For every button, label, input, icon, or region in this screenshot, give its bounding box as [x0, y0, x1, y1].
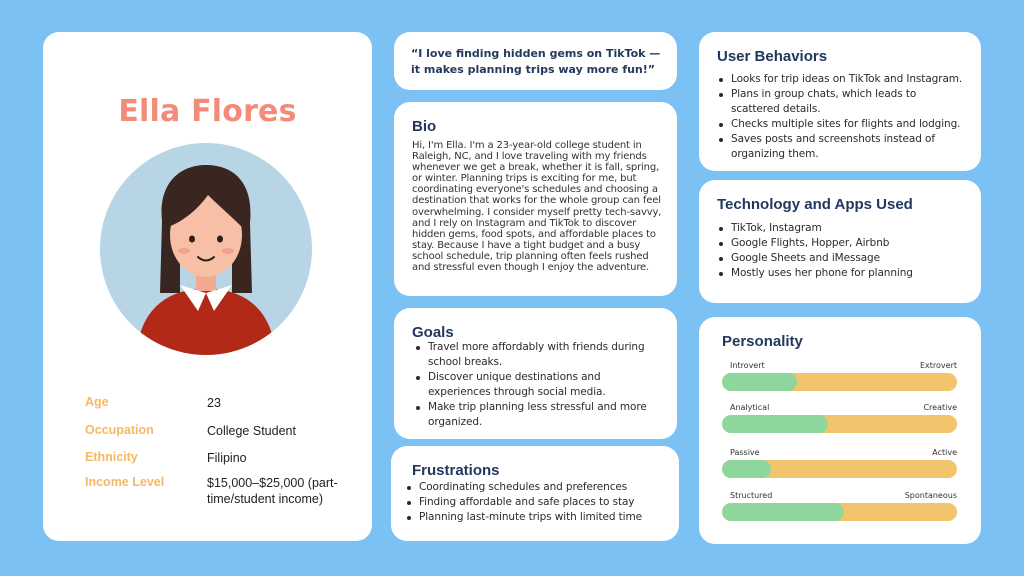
user-behaviors-card — [699, 32, 981, 171]
goals-title: Goals — [412, 324, 454, 341]
trait-slider — [722, 361, 957, 401]
info-value: College Student — [207, 424, 296, 438]
goals-list — [414, 340, 664, 430]
behaviors-title: User Behaviors — [717, 48, 828, 65]
trait-right-label: Spontaneous — [904, 491, 957, 500]
frustrations-card — [391, 446, 679, 541]
trait-right-label: Active — [932, 448, 957, 457]
goals-card — [394, 308, 677, 439]
trait-fill — [722, 503, 844, 521]
list-item: Looks for trip ideas on TikTok and Instagram. — [717, 72, 967, 87]
info-value: 23 — [207, 396, 221, 410]
behaviors-list — [717, 72, 967, 162]
persona-quote: “I love finding hidden gems on TikTok — it makes planning trips way more fun!” — [411, 47, 661, 76]
avatar-illustration — [100, 143, 312, 355]
info-value: Filipino — [207, 451, 247, 465]
info-label: Occupation — [85, 423, 154, 437]
info-label: Ethnicity — [85, 450, 138, 464]
trait-track — [722, 415, 957, 433]
list-item: Plans in group chats, which leads to scattered details. — [717, 87, 967, 117]
trait-left-label: Passive — [730, 448, 760, 457]
trait-fill — [722, 460, 771, 478]
trait-slider — [722, 491, 957, 531]
list-item: Finding affordable and safe places to stay — [405, 495, 673, 510]
trait-slider — [722, 403, 957, 443]
trait-track — [722, 373, 957, 391]
list-item: Google Sheets and iMessage — [717, 251, 967, 266]
trait-left-label: Introvert — [730, 361, 765, 370]
list-item: Checks multiple sites for flights and lodging. — [717, 117, 967, 132]
list-item: Saves posts and screenshots instead of organizing them. — [717, 132, 967, 162]
info-label: Income Level — [85, 475, 165, 489]
list-item: Discover unique destinations and experiences through social media. — [414, 370, 664, 400]
persona-name: Ella Flores — [118, 94, 297, 129]
trait-track — [722, 460, 957, 478]
tech-title: Technology and Apps Used — [717, 196, 913, 213]
trait-left-label: Analytical — [730, 403, 770, 412]
list-item: Travel more affordably with friends during school breaks. — [414, 340, 664, 370]
frustrations-title: Frustrations — [412, 462, 500, 479]
info-value: $15,000–$25,000 (part-time/student income) — [207, 476, 338, 506]
info-label: Age — [85, 395, 109, 409]
list-item: TikTok, Instagram — [717, 221, 967, 236]
trait-slider — [722, 448, 957, 488]
list-item: Google Flights, Hopper, Airbnb — [717, 236, 967, 251]
bio-text: Hi, I'm Ella. I'm a 23-year-old college student in Raleigh, NC, and I love traveling with my friends whenever we get a break, whether it is fall, spring, or winter. Planning trips is exciting for me, but coordinating everyone's schedules and choosing a destination that works for the whole group can feel overwhelming. I consider myself pretty tech-savvy, and I rely on Instagram and TikTok to discover hidden gems, food spots, and affordable places to stay. Because I have a tight budget and a busy school schedule, trip planning often feels rushed and stressful even though I enjoy the adventure. — [412, 140, 662, 274]
personality-title: Personality — [722, 333, 803, 350]
list-item: Make trip planning less stressful and more organized. — [414, 400, 664, 430]
list-item: Planning last-minute trips with limited time — [405, 510, 673, 525]
quote-card — [394, 32, 677, 90]
avatar — [100, 143, 312, 355]
personality-card — [699, 317, 981, 544]
trait-track — [722, 503, 957, 521]
trait-right-label: Creative — [923, 403, 957, 412]
list-item: Coordinating schedules and preferences — [405, 480, 673, 495]
trait-left-label: Structured — [730, 491, 773, 500]
technology-card — [699, 180, 981, 303]
trait-right-label: Extrovert — [919, 361, 957, 370]
trait-fill — [722, 373, 797, 391]
bio-card — [394, 102, 677, 296]
bio-title: Bio — [412, 118, 437, 135]
profile-card — [43, 32, 372, 541]
trait-fill — [722, 415, 828, 433]
tech-list — [717, 221, 967, 281]
frustrations-list — [405, 480, 673, 525]
list-item: Mostly uses her phone for planning — [717, 266, 967, 281]
